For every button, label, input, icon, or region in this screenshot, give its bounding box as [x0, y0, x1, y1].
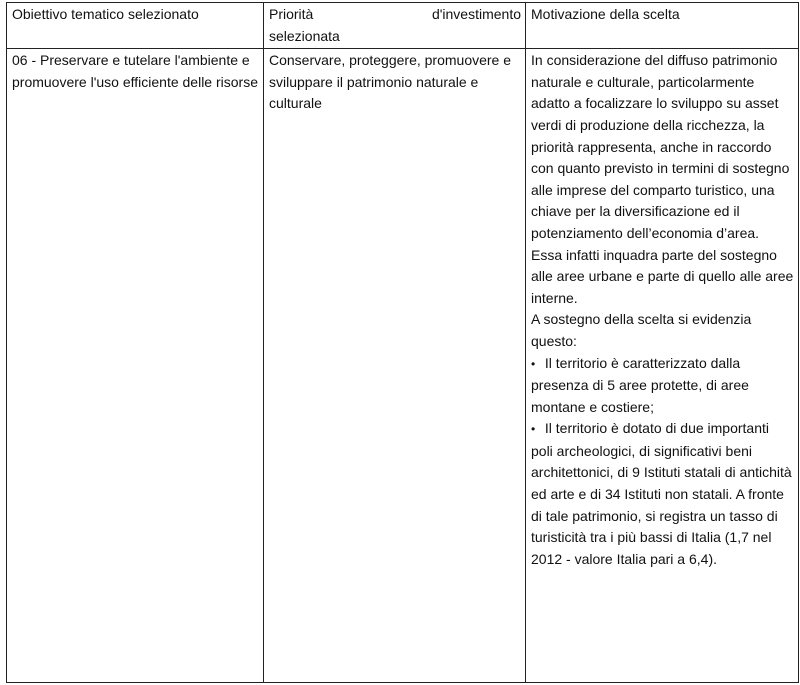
bullet-text: Il territorio è dotato di due importanti poli archeologici, di significativi beni architettonici, di 9 Istituti statali di antichità ed arte e di 34 Istituti non statali. A fronte di tale patrimonio, si registra un tasso di turisticità tra i più bassi di Italia (1,7 nel 2012 - valore Italia pari a 6,4).: [531, 420, 792, 567]
bullet-icon: •: [531, 356, 536, 371]
list-item: [531, 418, 794, 570]
motivazione-lead: A sostegno della scelta si evidenzia questo:: [531, 311, 752, 349]
header-obiettivo: [7, 3, 264, 49]
selection-table: [6, 2, 799, 683]
header-priorita-word2: d'investimento: [431, 6, 521, 22]
header-priorita-word1: Priorità: [269, 6, 314, 22]
header-priorita: [264, 3, 526, 49]
header-obiettivo-text: Obiettivo tematico selezionato: [12, 6, 199, 22]
header-row: [7, 3, 799, 49]
cell-motivazione: [526, 49, 799, 683]
motivazione-bullet-list: [531, 353, 794, 571]
header-motivazione: [526, 3, 799, 49]
bullet-text: Il territorio è caratterizzato dalla presenza di 5 aree protette, di aree montane e costiere;: [531, 354, 749, 415]
header-motivazione-text: Motivazione della scelta: [531, 6, 680, 22]
header-priorita-line: [269, 4, 521, 26]
cell-priorita: [264, 49, 526, 683]
obiettivo-text: 06 - Preservare e tutelare l'ambiente e promuovere l'uso efficiente delle risorse: [12, 52, 258, 90]
header-priorita-word3: selezionata: [269, 27, 340, 44]
bullet-icon: •: [531, 422, 536, 437]
motivazione-intro: In considerazione del diffuso patrimonio naturale e culturale, particolarmente adatto a focalizzare lo sviluppo su asset verdi di produzione della ricchezza, la priorità rappresenta, anche in raccordo con quanto previsto in termini di sostegno alle imprese del comparto turistico, una chiave per la diversificazione ed il potenziamento dell’economia d’area. Essa infatti inquadra parte del sostegno alle aree urbane e parte di quello alle aree interne.: [531, 52, 794, 306]
table-row: [7, 49, 799, 683]
priorita-text: Conservare, proteggere, promuovere e sviluppare il patrimonio naturale e culturale: [269, 52, 512, 112]
cell-obiettivo: [7, 49, 264, 683]
list-item: [531, 353, 794, 419]
